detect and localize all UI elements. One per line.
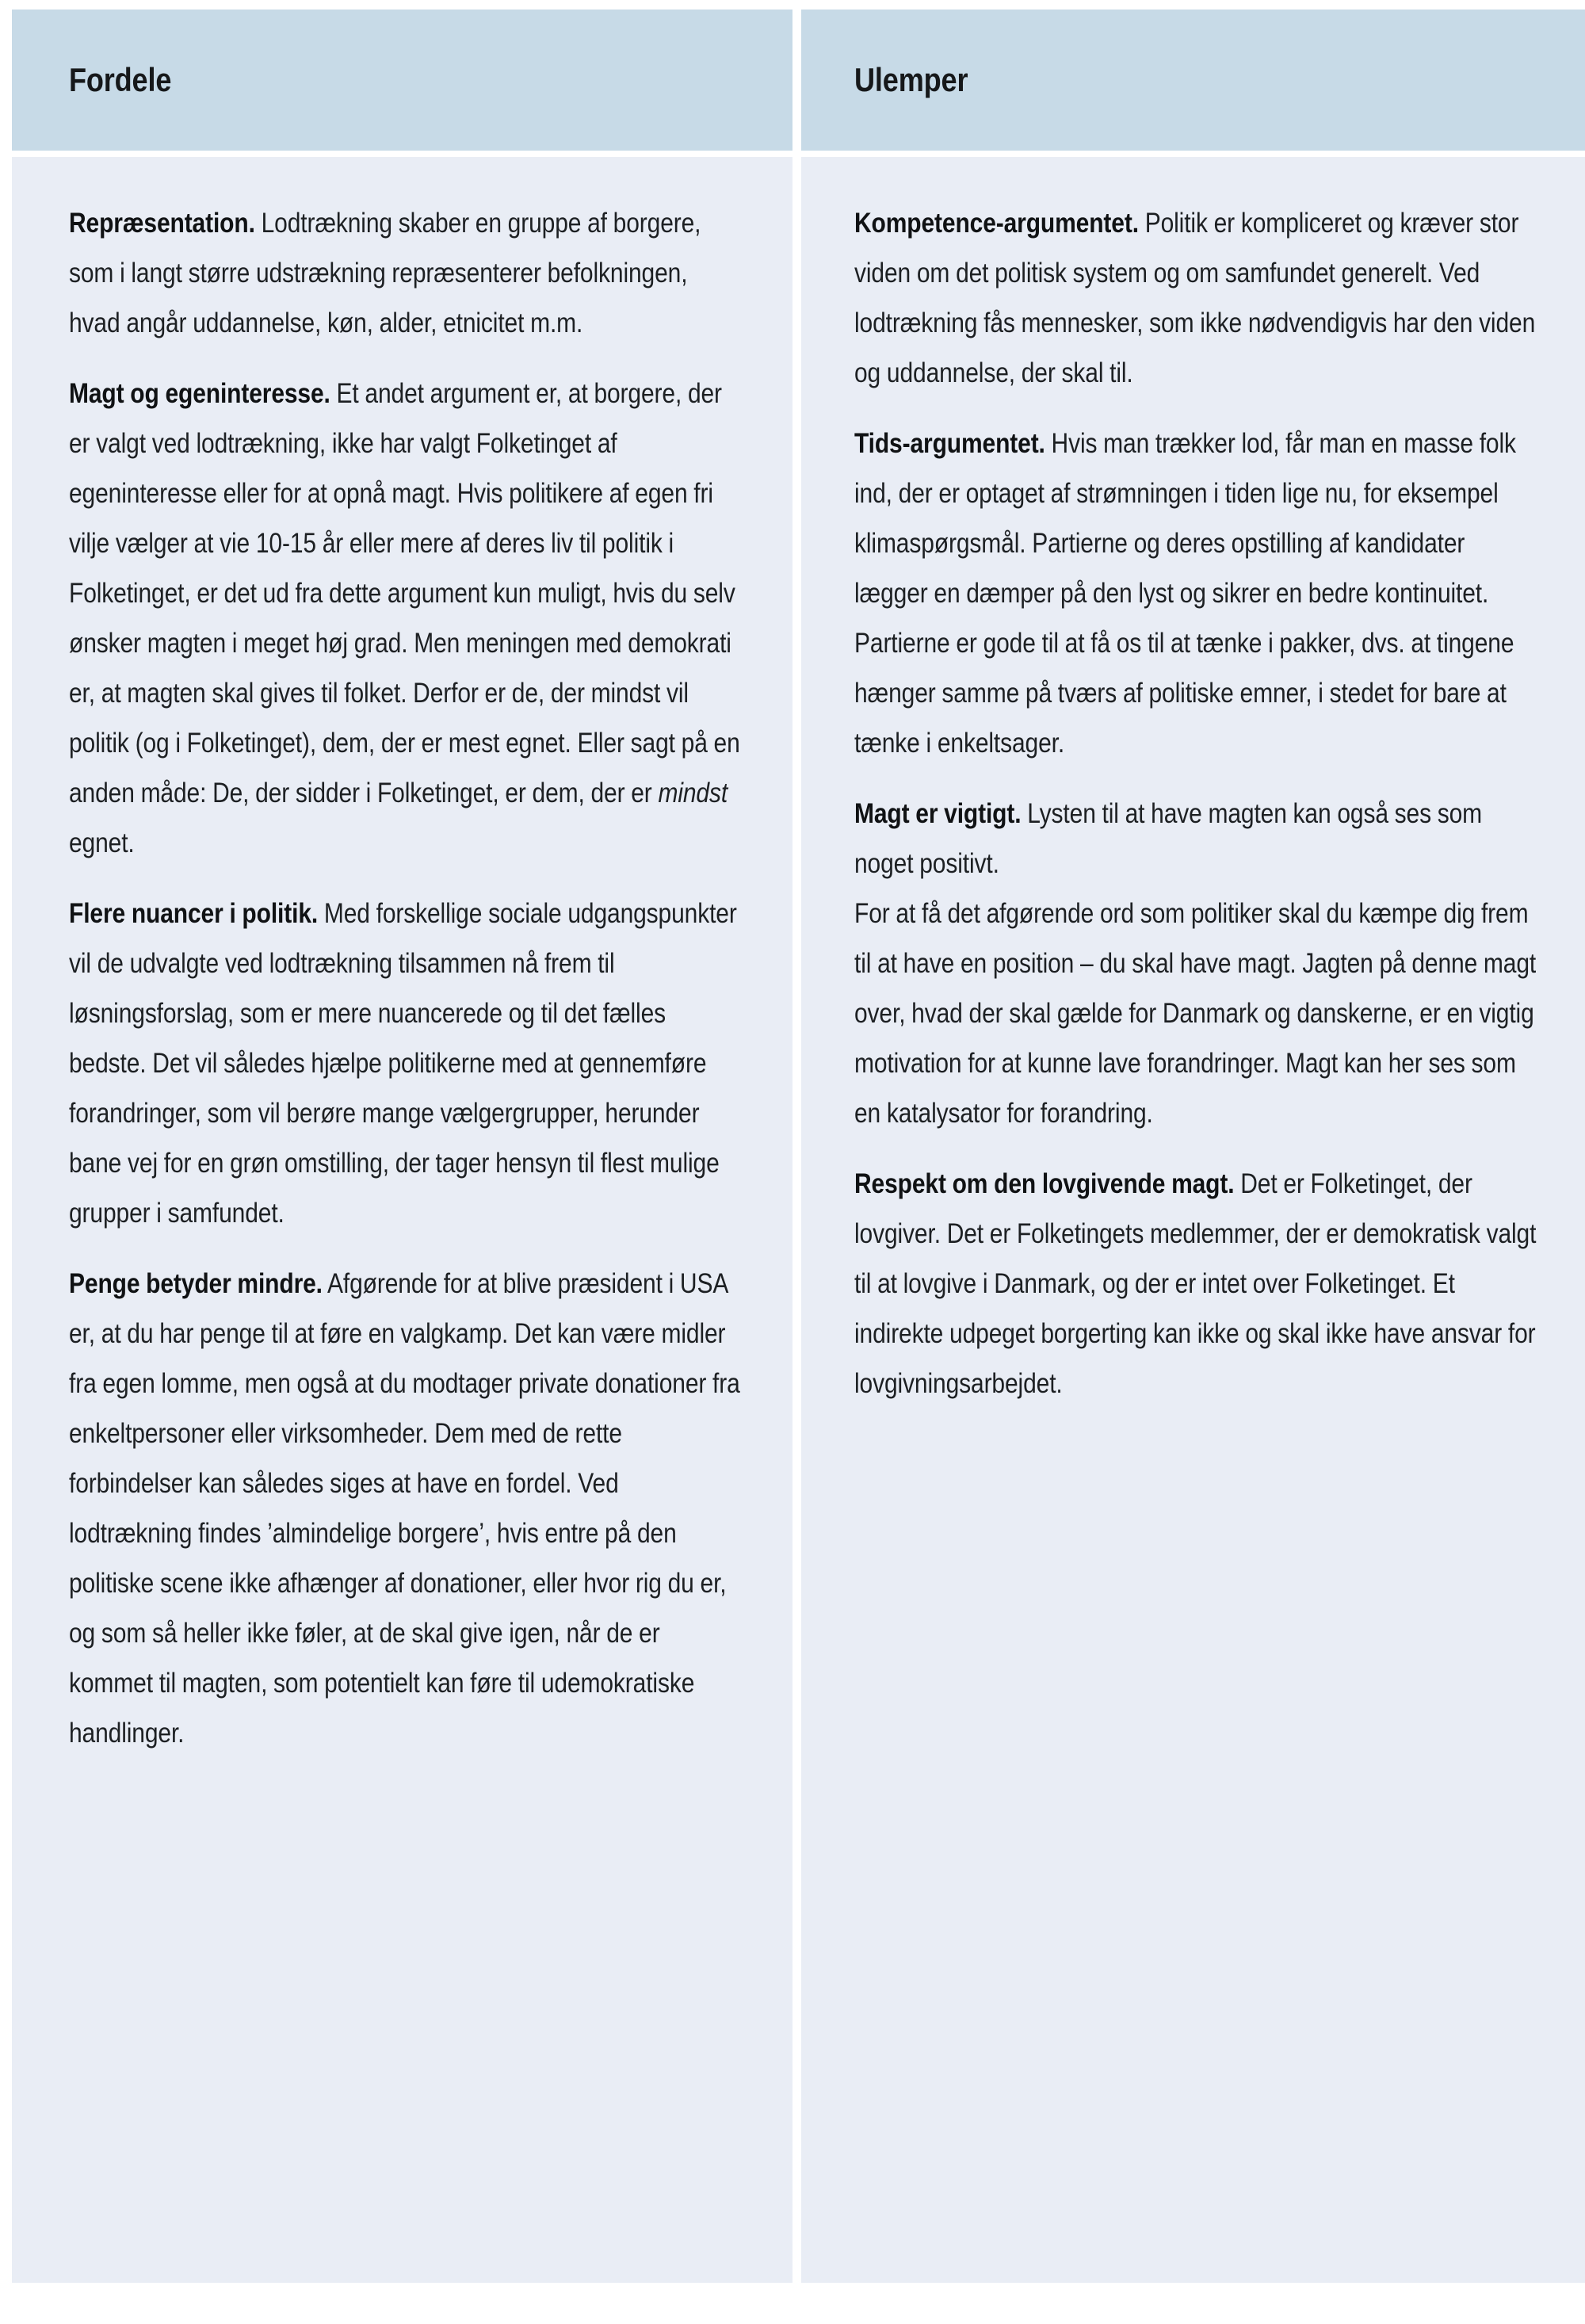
paragraph-text-after: egnet. bbox=[69, 827, 135, 858]
paragraph-magt-og-egeninteresse bbox=[69, 369, 743, 868]
paragraph-magt-er-vigtigt bbox=[854, 789, 1541, 889]
paragraph-lead: Magt og egeninteresse. bbox=[69, 377, 330, 409]
paragraph-text: Politik er kompliceret og kræver stor viden om det politisk system og om samfundet generelt. Ved lodtrækning fås mennesker, som ikke nødvendigvis har den viden og uddannelse, der skal til. bbox=[854, 207, 1536, 388]
paragraph-text: Lysten til at have magten kan også ses som noget positivt. bbox=[854, 797, 1483, 879]
column-body-ulemper bbox=[801, 157, 1585, 2283]
paragraph-emphasis: mindst bbox=[658, 777, 728, 808]
paragraph-text: For at få det afgørende ord som politiker skal du kæmpe dig frem til at have en position – du skal have magt. Jagten på denne magt over, hvad der skal gælde for Danmark og danskerne, er en vigtig motivation for at kunne lave forandringer. Magt kan her ses som en katalysator for forandring. bbox=[854, 897, 1537, 1129]
paragraph-text: Med forskellige sociale udgangspunkter vil de udvalgte ved lodtrækning tilsammen nå frem til løsningsforslag, som er mere nuancerede og til det fælles bedste. Det vil således hjælpe politikerne med at gennemføre forandringer, som vil berøre mange vælgergrupper, herunder bane vej for en grøn omstilling, der tager hensyn til flest mulige grupper i samfundet. bbox=[69, 897, 737, 1229]
paragraph-text: Hvis man trækker lod, får man en masse folk ind, der er optaget af strømningen i tiden lige nu, for eksempel klimaspørgsmål. Partierne og deres opstilling af kandidater lægger en dæmper på den lyst og sikrer en bedre kontinuitet. Partierne er gode til at få os til at tænke i pakker, dvs. at tingene hænger samme på tværs af politiske emner, i stedet for bare at tænke i enkeltsager. bbox=[854, 427, 1516, 759]
table-header-row bbox=[12, 10, 1585, 151]
comparison-table bbox=[12, 10, 1585, 2283]
column-header-ulemper bbox=[801, 10, 1585, 151]
column-header-fordele-label: Fordele bbox=[69, 61, 172, 98]
paragraph-text: Afgørende for at blive præsident i USA er, at du har penge til at føre en valgkamp. Det kan være midler fra egen lomme, men også at du modtager private donationer fra enkeltpersoner eller virksomheder. Dem med de rette forbindelser kan således siges at have en fordel. Ved lodtrækning findes ’almindelige borgere’, hvis entre på den politiske scene ikke afhænger af donationer, eller hvor rig du er, og som så heller ikke føler, at de skal give igen, når de er kommet til magten, som potentielt kan føre til udemokratiske handlinger. bbox=[69, 1267, 740, 1749]
paragraph-repraesentation bbox=[69, 198, 743, 348]
paragraph-lead: Flere nuancer i politik. bbox=[69, 897, 319, 929]
paragraph-lead: Kompetence-argumentet. bbox=[854, 207, 1139, 239]
paragraph-flere-nuancer-i-politik bbox=[69, 889, 743, 1238]
paragraph-kompetence-argumentet bbox=[854, 198, 1541, 398]
paragraph-respekt-om-den-lovgivende-magt bbox=[854, 1159, 1541, 1409]
paragraph-lead: Magt er vigtigt. bbox=[854, 797, 1022, 829]
column-body-fordele bbox=[12, 157, 792, 2283]
paragraph-lead: Tids-argumentet. bbox=[854, 427, 1045, 459]
paragraph-text: Et andet argument er, at borgere, der er valgt ved lodtrækning, ikke har valgt Folketinget af egeninteresse eller for at opnå magt. Hvis politikere af egen fri vilje vælger at vie 10-15 år eller mere af deres liv til politik i Folketinget, er det ud fra dette argument kun muligt, hvis du selv ønsker magten i meget høj grad. Men meningen med demokrati er, at magten skal gives til folket. Derfor er de, der mindst vil politik (og i Folketinget), dem, der er mest egnet. Eller sagt på en anden måde: De, der sidder i Folketinget, er dem, der er bbox=[69, 377, 740, 808]
paragraph-magt-er-vigtigt-continued bbox=[854, 889, 1541, 1138]
header-body-divider bbox=[12, 151, 1585, 157]
paragraph-lead: Repræsentation. bbox=[69, 207, 255, 239]
column-header-fordele bbox=[12, 10, 792, 151]
paragraph-text: Lodtrækning skaber en gruppe af borgere, som i langt større udstrækning repræsenterer befolkningen, hvad angår uddannelse, køn, alder, etnicitet m.m. bbox=[69, 207, 701, 338]
column-header-ulemper-label: Ulemper bbox=[854, 61, 968, 98]
paragraph-penge-betyder-mindre bbox=[69, 1259, 743, 1758]
table-body-row bbox=[12, 157, 1585, 2283]
paragraph-lead: Penge betyder mindre. bbox=[69, 1267, 323, 1299]
paragraph-text: Det er Folketinget, der lovgiver. Det er Folketingets medlemmer, der er demokratisk valgt til at lovgive i Danmark, og der er intet over Folketinget. Et indirekte udpeget borgerting kan ikke og skal ikke have ansvar for lovgivningsarbejdet. bbox=[854, 1168, 1537, 1399]
paragraph-tids-argumentet bbox=[854, 419, 1541, 768]
paragraph-lead: Respekt om den lovgivende magt. bbox=[854, 1168, 1235, 1199]
